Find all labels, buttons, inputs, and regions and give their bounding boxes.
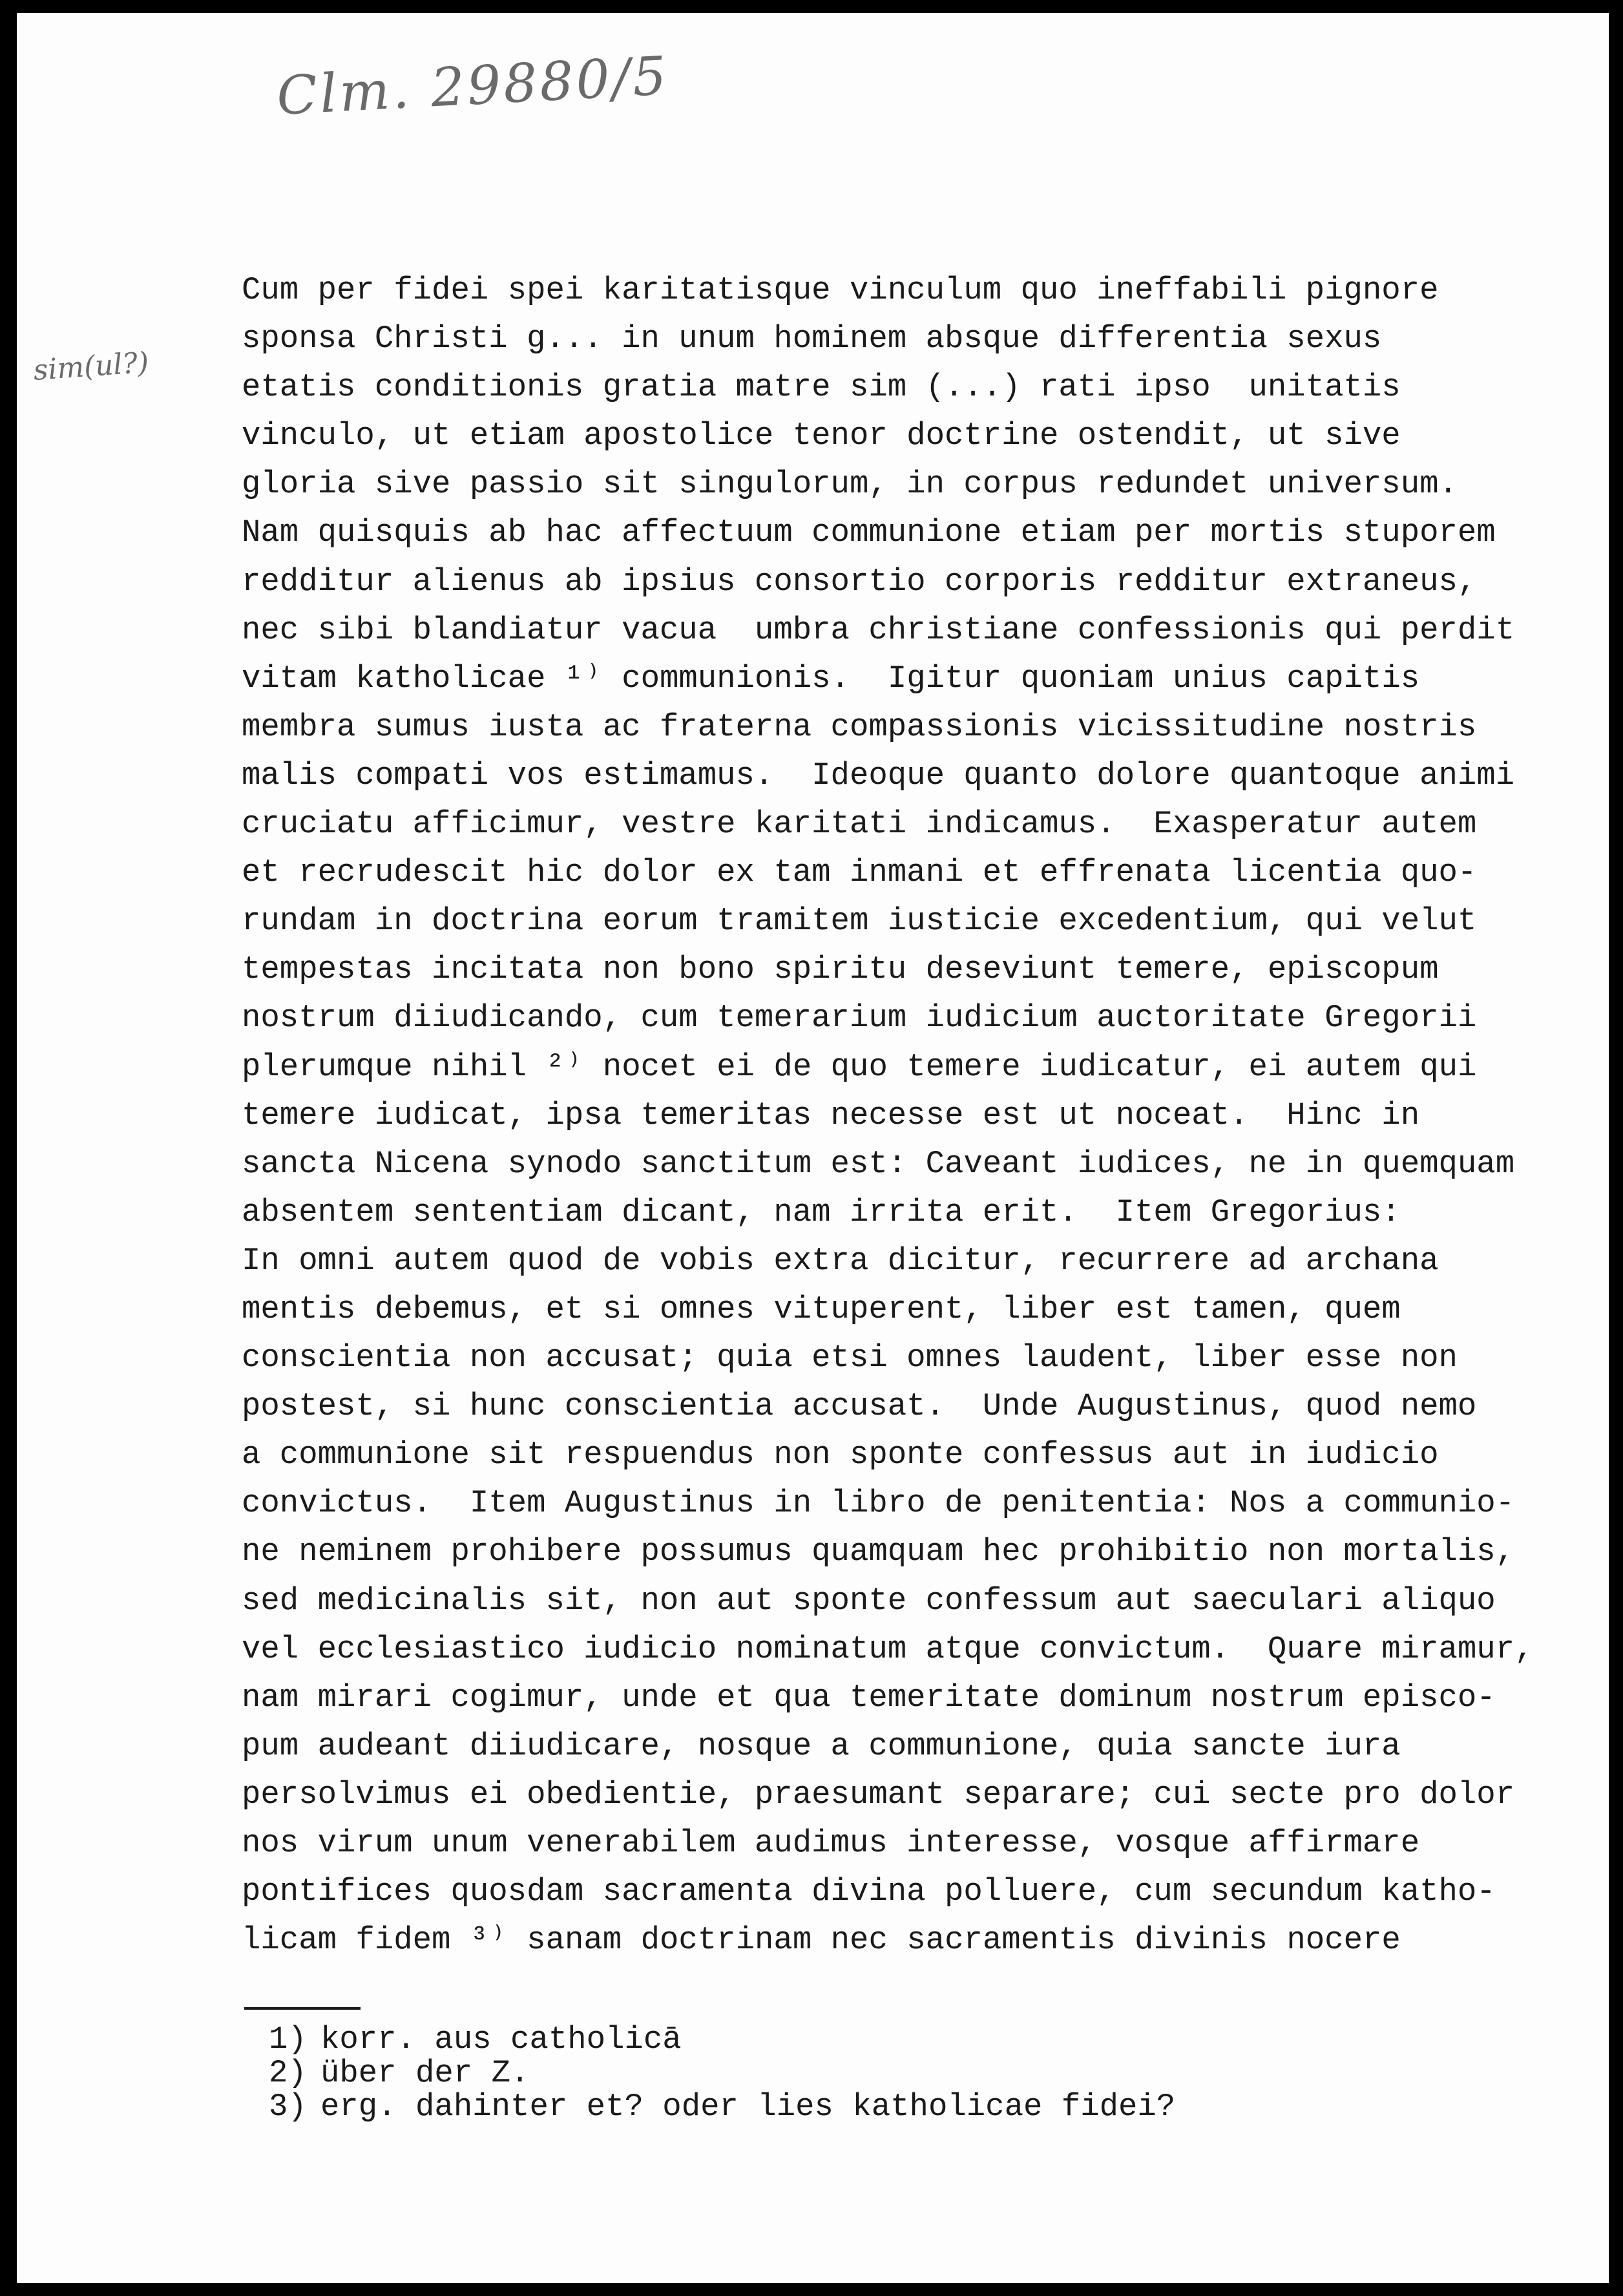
footnote-number: 1) [269, 2021, 307, 2058]
text-line: a communione sit respuendus non sponte confessus aut in iudicio [242, 1437, 1439, 1473]
text-line: absentem sententiam dicant, nam irrita erit. Item Gregorius: [242, 1194, 1401, 1230]
footnote-separator [244, 2007, 361, 2010]
text-line: Nam quisquis ab hac affectuum communione etiam per mortis stuporem [242, 514, 1496, 551]
margin-annotation: sim(ul?) [32, 346, 150, 387]
footnote [269, 2090, 1175, 2123]
text-line: In omni autem quod de vobis extra dicitur, recurrere ad archana [242, 1242, 1439, 1279]
text-line: nostrum diiudicando, cum temerarium iudicium auctoritate Gregorii [242, 1000, 1477, 1037]
text-line: redditur alienus ab ipsius consortio corporis redditur extraneus, [242, 563, 1477, 600]
text-line: malis compati vos estimamus. Ideoque quanto dolore quantoque animi [242, 757, 1515, 794]
text-line: membra sumus iusta ac fraterna compassionis vicissitudine nostris [242, 708, 1477, 745]
text-line: cruciatu afficimur, vestre karitati indicamus. Exasperatur autem [242, 806, 1477, 843]
text-line: sed medicinalis sit, non aut sponte confessum aut saeculari aliquo [242, 1582, 1496, 1619]
footnote-number: 2) [269, 2055, 307, 2091]
text-line: vinculo, ut etiam apostolice tenor doctrine ostendit, ut sive [242, 417, 1401, 454]
footnote-text: über der Z. [320, 2055, 530, 2091]
text-line: conscientia non accusat; quia etsi omnes laudent, liber esse non [242, 1340, 1458, 1376]
footnote-number: 3) [269, 2089, 307, 2125]
text-line: persolvimus ei obedientie, praesumant separare; cui secte pro dolor [242, 1776, 1515, 1813]
text-line: plerumque nihil ²⁾ nocet ei de quo temere iudicatur, ei autem qui [242, 1048, 1477, 1085]
footnote [269, 2056, 1175, 2090]
shelfmark-annotation: Clm. 29880/5 [275, 45, 671, 127]
text-line: pum audeant diiudicare, nosque a communione, quia sancte iura [242, 1727, 1401, 1764]
body-text [242, 266, 1623, 1964]
text-line: rundam in doctrina eorum tramitem iusticie excedentium, qui velut [242, 903, 1477, 940]
text-line: ne neminem prohibere possumus quamquam hec prohibitio non mortalis, [242, 1533, 1515, 1570]
footnote-text: erg. dahinter et? oder lies katholicae fidei? [320, 2089, 1176, 2125]
text-line: mentis debemus, et si omnes vituperent, liber est tamen, quem [242, 1290, 1401, 1327]
text-line: sancta Nicena synodo sanctitum est: Caveant iudices, ne in quemquam [242, 1145, 1515, 1182]
text-line: nos virum unum venerabilem audimus interesse, vosque affirmare [242, 1825, 1420, 1861]
text-line: licam fidem ³⁾ sanam doctrinam nec sacramentis divinis nocere [242, 1922, 1401, 1959]
text-line: sponsa Christi g... in unum hominem absque differentia sexus [242, 321, 1382, 357]
text-line: vitam katholicae ¹⁾ communionis. Igitur quoniam unius capitis [242, 660, 1420, 697]
text-line: tempestas incitata non bono spiritu deseviunt temere, episcopum [242, 951, 1439, 988]
footnotes [269, 2023, 1175, 2123]
text-line: Cum per fidei spei karitatisque vinculum quo ineffabili pignore [242, 272, 1439, 308]
text-line: convictus. Item Augustinus in libro de penitentia: Nos a communio- [242, 1485, 1515, 1522]
text-line: postest, si hunc conscientia accusat. Unde Augustinus, quod nemo [242, 1388, 1477, 1425]
text-line: pontifices quosdam sacramenta divina polluere, cum secundum katho- [242, 1873, 1496, 1910]
footnote [269, 2023, 1175, 2056]
text-line: gloria sive passio sit singulorum, in corpus redundet universum. [242, 466, 1458, 503]
footnote-text: korr. aus catholicā [320, 2021, 682, 2058]
text-line: nam mirari cogimur, unde et qua temeritate dominum nostrum episco- [242, 1679, 1496, 1716]
text-line: temere iudicat, ipsa temeritas necesse est ut noceat. Hinc in [242, 1097, 1420, 1133]
text-line: et recrudescit hic dolor ex tam inmani et effrenata licentia quo- [242, 854, 1477, 891]
text-line: vel ecclesiastico iudicio nominatum atque convictum. Quare miramur, [242, 1630, 1534, 1667]
text-line: nec sibi blandiatur vacua umbra christiane confessionis qui perdit [242, 611, 1515, 648]
text-line: etatis conditionis gratia matre sim (...) rati ipso unitatis [242, 369, 1401, 406]
